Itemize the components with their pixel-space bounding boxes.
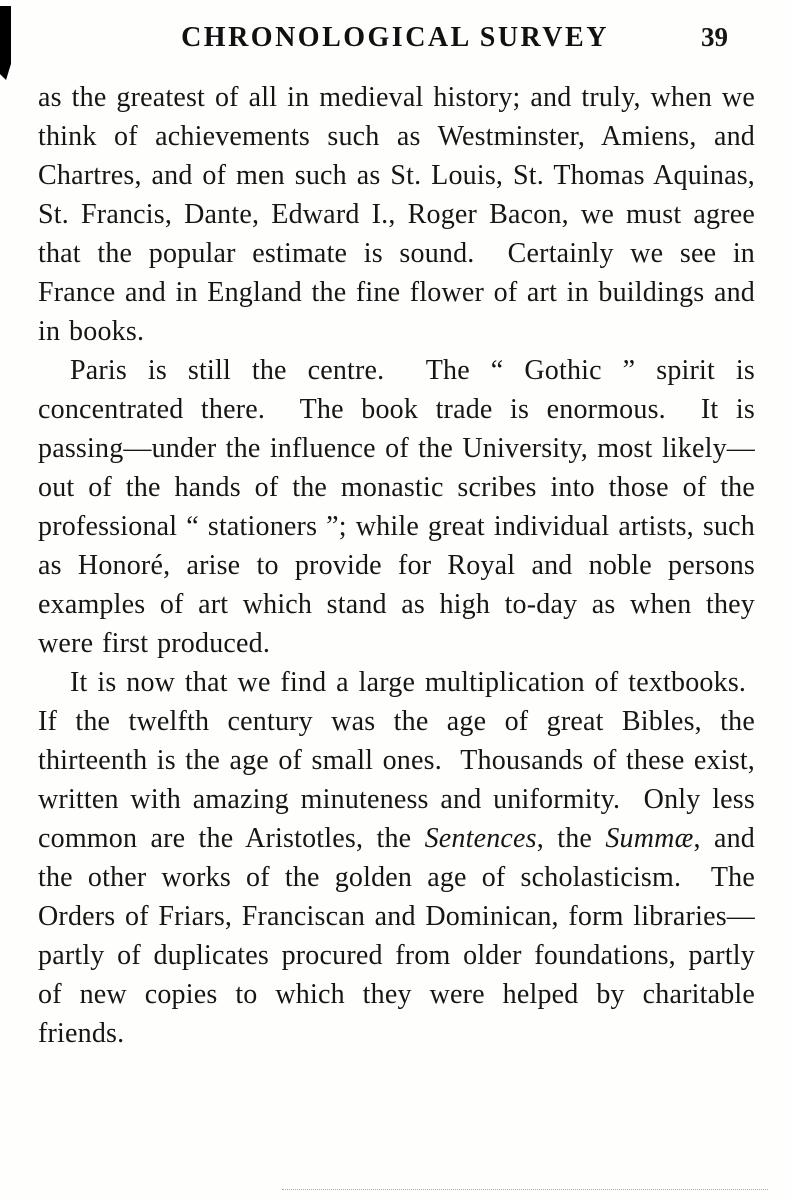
paragraph-1: [38, 78, 755, 351]
paragraph-2: [38, 351, 755, 663]
text-run: , the: [536, 823, 606, 854]
body-text: [0, 78, 790, 1053]
page-number: 39: [701, 22, 728, 52]
text-run: It is now that we find a large multiplication of textbooks. If the twelfth century was the age of great Bibles, the thirteenth is the age of small ones. Thousands of these exist, written with amazing minuteness and uniformity. Only less common are the Aristotles, the: [38, 667, 755, 854]
text-run: as the greatest of all in medieval history; and truly, when we think of achievements such as Westminster, Amiens, and Chartres, and of men such as St. Louis, St. Thomas Aquinas, St. Francis, Dante, Edward I., Roger Bacon, we must agree that the popular estimate is sound. Certainly we see in France and in England the fine flower of art in buildings and in books.: [38, 82, 755, 347]
scan-artifact-bottom-rule: [282, 1189, 768, 1190]
page-header: [0, 0, 790, 64]
text-run: , and the other works of the golden age of scholasticism. The Orders of Friars, Franciscan and Dominican, form libraries—partly of duplicates procured from older foundations, partly of new copies to which they were helped by charitable friends.: [38, 823, 755, 1049]
text-run: Paris is still the centre. The “ Gothic ” spirit is concentrated there. The book trade is enormous. It is passing—under the influence of the University, most likely—out of the hands of the monastic scribes into those of the professional “ stationers ”; while great individual artists, such as Honoré, arise to provide for Royal and noble persons examples of art which stand as high to-day as when they were first produced.: [38, 355, 755, 659]
italic-text-run: Summæ: [605, 823, 694, 854]
running-title: CHRONOLOGICAL SURVEY: [181, 22, 609, 53]
italic-text-run: Sentences: [424, 823, 537, 854]
paragraph-3: [38, 663, 755, 1053]
